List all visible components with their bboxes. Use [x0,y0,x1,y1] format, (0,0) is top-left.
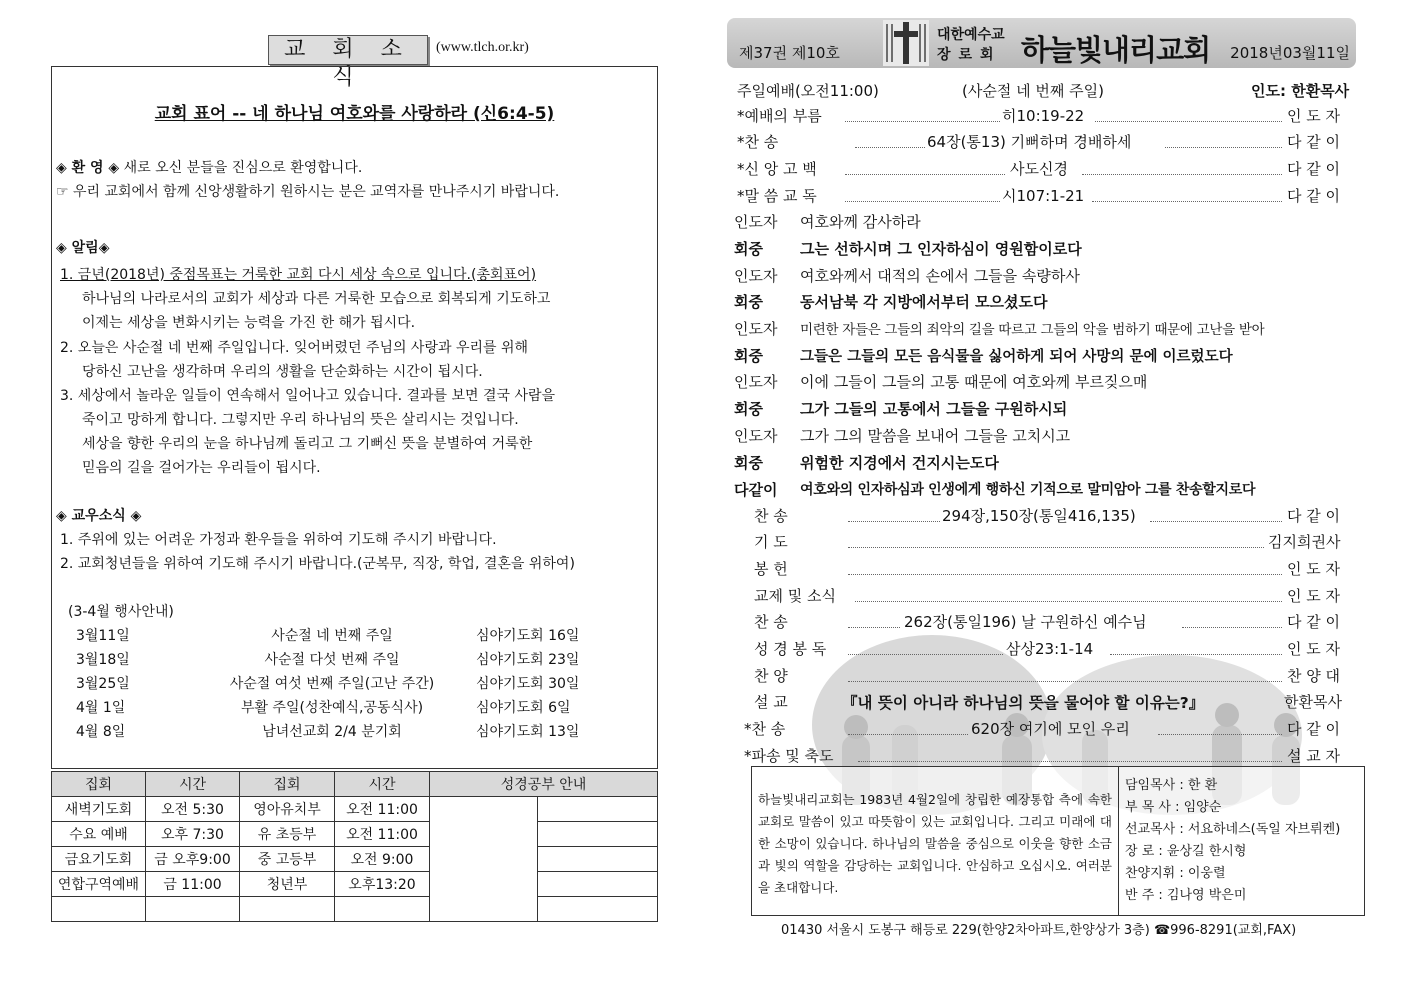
event-name: 남녀선교회 2/4 분기회 [262,724,402,740]
order-label: *신 앙 고 백 [737,160,817,178]
order-who: 찬 양 대 [1287,667,1341,685]
denomination-line2: 장로회 [937,47,1002,63]
table-cell: 유 초등부 [240,822,335,847]
staff-entry: 찬양지휘 : 이웅렬 [1125,866,1226,881]
church-cross-logo-icon [883,20,929,66]
table-cell: 오전 11:00 [335,822,430,847]
order-who: 다 같 이 [1287,720,1341,738]
event-date: 4월 8일 [76,724,126,740]
leader-dots [855,601,1282,602]
event-date: 3월25일 [76,676,130,692]
notice-line: 1. 금년(2018년) 중점목표는 거룩한 교회 다시 세상 속으로 입니다.(총회표어) [60,267,537,283]
leader-dots [845,174,1005,175]
staff-list [1125,775,1340,907]
leader-dots [848,654,1003,655]
reading-text: 여호와께 감사하라 [800,213,921,231]
event-prayer: 심야기도회 16일 [476,628,580,644]
order-who: 김지희권사 [1268,533,1341,551]
bulletin-date: 2018년03월11일 [1230,44,1350,62]
staff-entry: 반 주 : 김나영 박은미 [1125,888,1247,903]
table-cell: 수요 예배 [52,822,146,847]
order-who: 다 같 이 [1287,187,1341,205]
event-name: 부활 주일(성찬예식,공동식사) [240,700,424,716]
table-header: 성경공부 안내 [430,772,658,797]
reading-role: 인도자 [734,213,778,231]
reading-role: 인도자 [734,320,778,338]
order-label: 봉 헌 [754,560,788,578]
leader-dots [855,147,925,148]
bible-study-cell [538,797,658,822]
leader-dots [858,761,1282,762]
order-who: 설 교 자 [1287,747,1341,765]
order-who: 인 도 자 [1287,107,1341,125]
event-date: 3월11일 [76,628,130,644]
order-label: 찬 양 [754,667,788,685]
order-who: 한환목사 [1284,693,1342,711]
bible-study-cell [538,847,658,872]
leader-dots [1150,521,1282,522]
reading-role: 인도자 [734,267,778,285]
notice-line: 3. 세상에서 놀라운 일들이 연속해서 일어나고 있습니다. 결과를 보면 결국 사람을 [60,388,556,404]
reading-role: 회중 [734,400,763,418]
event-row [52,721,659,745]
welcome-heading: ◈ 환 영 ◈ [56,160,120,176]
reading-text: 여호와께서 대적의 손에서 그들을 속량하사 [800,267,1080,285]
members-line: 2. 교회청년들을 위하여 기도해 주시기 바랍니다.(군복무, 직장, 학업, 결혼을 위하여) [60,556,575,572]
order-content: 사도신경 [1010,160,1068,178]
service-leader: 인도: 한환목사 [1251,82,1350,100]
event-name: 사순절 여섯 번째 주일(고난 주간) [229,676,435,692]
table-cell: 금 11:00 [146,872,240,897]
leader-dots [845,121,1000,122]
church-introduction: 하늘빛내리교회는 1983년 4월2일에 창립한 예장통합 측에 속한 교회로 말씀이 있고 따뜻함이 있는 교회입니다. 그리고 미래에 대한 소망이 있습니다. 하나님의 말씀을 중심으로 이웃을 향한 소금과 빛의 역할을 감당하는 교회입니다. 안심하고 오십시오. 여러분을 초대합니다. [752,767,1119,915]
table-cell: 새벽기도회 [52,797,146,822]
church-info-box [751,766,1365,916]
table-header-row [52,772,658,797]
leader-dots [1158,734,1282,735]
table-cell: 오전 9:00 [335,847,430,872]
reading-text: 그가 그의 말씀을 보내어 그들을 고치시고 [800,427,1071,445]
table-header: 집회 [52,772,146,797]
reading-role: 다같이 [734,481,778,499]
order-label: *말 씀 교 독 [737,187,817,205]
order-content: 262장(통일196) 날 구원하신 예수님 [904,613,1147,631]
notices-heading: ◈ 알림◈ [56,240,110,256]
welcome-text: 새로 오신 분들을 진심으로 환영합니다. [119,160,363,176]
event-name: 사순절 네 번째 주일 [271,628,393,644]
order-content: 삼상23:1-14 [1006,640,1094,658]
reading-role: 인도자 [734,427,778,445]
reading-role: 인도자 [734,373,778,391]
staff-entry: 장 로 : 윤상길 한시형 [1125,844,1247,859]
reading-text: 그는 선하시며 그 인자하심이 영원함이로다 [800,240,1082,258]
church-name: 하늘빛내리교회 [1021,33,1211,67]
table-row [52,797,658,822]
reading-text: 그가 그들의 고통에서 그들을 구원하시되 [800,400,1068,418]
leader-dots [1082,174,1282,175]
bible-study-cell [430,797,538,922]
staff-entry: 부 목 사 : 임양순 [1125,800,1222,815]
table-row [52,872,658,897]
reading-role: 회중 [734,454,763,472]
church-motto: 교회 표어 -- 네 하나님 여호와를 사랑하라 (신6:4-5) [154,104,555,124]
news-title: 교 회 소 식 [268,35,428,65]
notice-line: 당하신 고난을 생각하며 우리의 생활을 단순화하는 시간이 됩시다. [82,364,483,380]
service-time: 주일예배(오전11:00) [737,82,879,100]
table-cell: 청년부 [240,872,335,897]
notice-line: 이제는 세상을 변화시키는 능력을 가진 한 해가 됩시다. [82,315,416,331]
order-label: *찬 송 [737,133,779,151]
order-label: 찬 송 [754,507,788,525]
leader-dots [1182,627,1282,628]
members-heading: ◈ 교우소식 ◈ [56,508,142,524]
notice-line: 2. 오늘은 사순절 네 번째 주일입니다. 잊어버렸던 주님의 사랑과 우리를 위해 [60,340,529,356]
event-prayer: 심야기도회 30일 [476,676,580,692]
event-row [52,673,659,697]
order-content: 히10:19-22 [1002,107,1085,125]
order-who: 인 도 자 [1287,587,1341,605]
staff-entry: 선교목사 : 서요하네스(독일 자브뤼켄) [1125,822,1341,837]
table-cell [146,897,240,922]
reading-role: 회중 [734,293,763,311]
reading-text: 동서남북 각 지방에서부터 모으셨도다 [800,293,1048,311]
notice-line: 죽이고 망하게 합니다. 그렇지만 우리 하나님의 뜻은 살리시는 것입니다. [82,412,519,428]
leader-dots [1095,121,1282,122]
notice-line: 하나님의 나라로서의 교회가 세상과 다른 거룩한 모습으로 회복되게 기도하고 [82,291,551,307]
event-prayer: 심야기도회 13일 [476,724,580,740]
sermon-title: 『내 뜻이 아니라 하나님의 뜻을 물어야 할 이유는?』 [842,694,1205,712]
table-header: 시간 [146,772,240,797]
reading-text: 여호와의 인자하심과 인생에게 행하신 기적으로 말미암아 그를 찬송할지로다 [800,482,1256,498]
reading-text: 미련한 자들은 그들의 죄악의 길을 따르고 그들의 악을 범하기 때문에 고난을 받아 [800,322,1265,338]
events-heading: (3-4월 행사안내) [68,604,174,620]
table-cell: 오후13:20 [335,872,430,897]
table-cell [335,897,430,922]
notice-line: 세상을 향한 우리의 눈을 하나님께 돌리고 그 기뻐신 뜻을 분별하여 거룩한 [82,436,533,452]
bulletin-header [727,18,1356,68]
leader-dots [848,734,968,735]
welcome-line [56,157,362,177]
bible-study-cell [538,897,658,922]
event-name: 사순절 다섯 번째 주일 [264,652,400,668]
meeting-schedule-table [51,771,658,922]
table-row [52,847,658,872]
denomination-line1: 대한예수교 [937,27,1005,43]
order-label: 교제 및 소식 [754,587,836,605]
welcome-note: ☞ 우리 교회에서 함께 신앙생활하기 원하시는 분은 교역자를 만나주시기 바랍니다. [56,184,560,200]
bible-study-cell [538,872,658,897]
table-row [52,897,658,922]
staff-entry: 담임목사 : 한 환 [1125,778,1218,793]
order-who: 다 같 이 [1287,160,1341,178]
order-who: 다 같 이 [1287,507,1341,525]
volume-number: 제37권 제10호 [739,44,840,62]
event-prayer: 심야기도회 6일 [476,700,571,716]
order-content: 64장(통13) 기뻐하며 경배하세 [927,133,1132,151]
table-cell: 연합구역예배 [52,872,146,897]
table-cell: 금요기도회 [52,847,146,872]
table-cell [52,897,146,922]
reading-text: 그들은 그들의 모든 음식물을 싫어하게 되어 사망의 문에 이르렀도다 [800,349,1233,365]
order-label: 찬 송 [754,613,788,631]
event-row [52,697,659,721]
reading-role: 회중 [734,240,763,258]
table-row [52,822,658,847]
leader-dots [848,547,1264,548]
table-cell [240,897,335,922]
website-url[interactable]: (www.tlch.or.kr) [436,40,529,55]
table-cell: 오후 7:30 [146,822,240,847]
reading-role: 회중 [734,347,763,365]
reading-text: 이에 그들이 그들의 고통 때문에 여호와께 부르짖으매 [800,373,1148,391]
members-line: 1. 주위에 있는 어려운 가정과 환우들을 위하여 기도해 주시기 바랍니다. [60,532,497,548]
order-label: *예배의 부름 [737,107,822,125]
order-label: *파송 및 축도 [744,747,834,765]
order-label: 설 교 [754,693,788,711]
leader-dots [1110,654,1282,655]
event-date: 4월 1일 [76,700,126,716]
order-who: 인 도 자 [1287,640,1341,658]
table-cell: 영아유치부 [240,797,335,822]
order-label: *찬 송 [744,720,786,738]
event-date: 3월18일 [76,652,130,668]
leader-dots [848,681,1282,682]
leader-dots [848,627,900,628]
order-content: 시107:1-21 [1002,187,1085,205]
news-box [51,66,658,769]
bible-study-cell [538,822,658,847]
table-cell: 오전 11:00 [335,797,430,822]
order-who: 다 같 이 [1287,133,1341,151]
reading-text: 위험한 지경에서 건지시는도다 [800,454,999,472]
notice-line: 믿음의 길을 걸어가는 우리들이 됩시다. [82,460,321,476]
table-header: 집회 [240,772,335,797]
table-cell: 중 고등부 [240,847,335,872]
order-label: 기 도 [754,533,788,551]
table-cell: 오전 5:30 [146,797,240,822]
table-cell: 금 오후9:00 [146,847,240,872]
leader-dots [848,521,940,522]
leader-dots [845,201,1000,202]
leader-dots [848,574,1282,575]
order-who: 다 같 이 [1287,613,1341,631]
event-prayer: 심야기도회 23일 [476,652,580,668]
leader-dots [1092,201,1282,202]
event-row [52,649,659,673]
leader-dots [1165,147,1282,148]
order-content: 620장 여기에 모인 우리 [971,720,1130,738]
order-label: 성 경 봉 독 [754,640,827,658]
event-row [52,625,659,649]
church-address: 01430 서울시 도봉구 해등로 229(한양2차아파트,한양상가 3층) ☎996-8291(교회,FAX) [781,923,1297,938]
order-content: 294장,150장(통일416,135) [942,507,1136,525]
table-header: 시간 [335,772,430,797]
order-who: 인 도 자 [1287,560,1341,578]
service-occasion: (사순절 네 번째 주일) [962,82,1104,100]
